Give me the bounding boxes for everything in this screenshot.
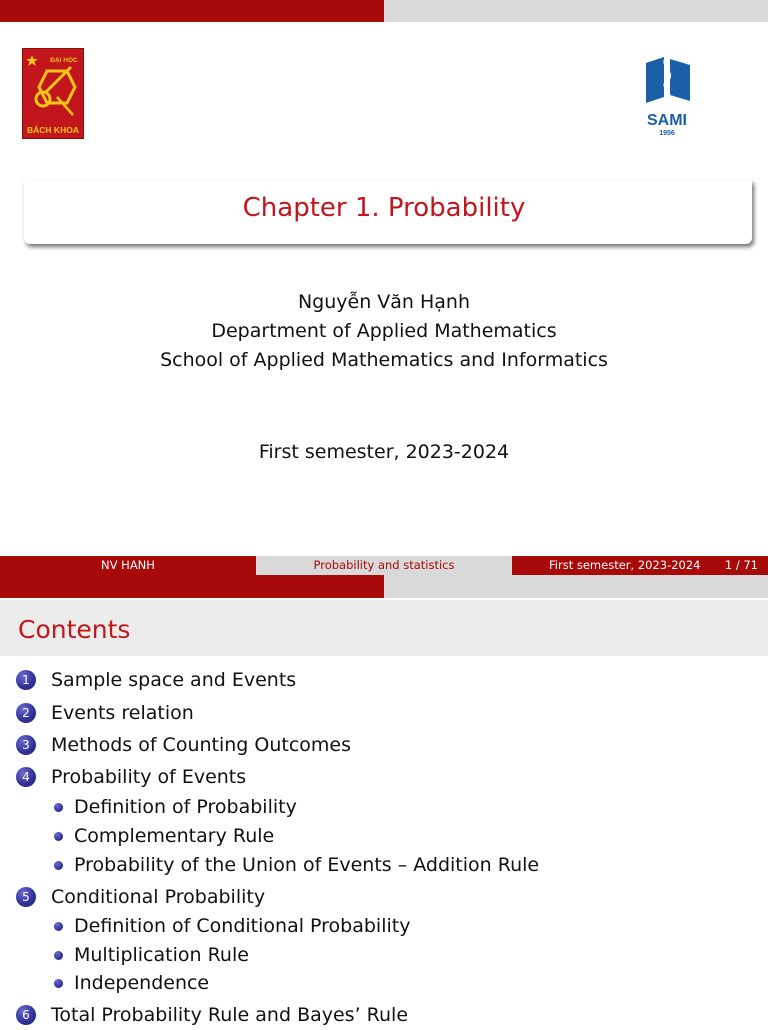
top-bar-red (0, 0, 384, 22)
toc-item-label: Sample space and Events (51, 669, 297, 691)
contents-title: Contents (18, 615, 131, 644)
section-number-icon: 6 (16, 1005, 36, 1025)
footer-page-number: 1 / 71 (724, 558, 758, 572)
hust-emblem-icon (23, 49, 83, 138)
section-number-icon: 2 (16, 703, 36, 723)
sami-logo-text: SAMI (647, 112, 687, 129)
toc-item-label: Conditional Probability (51, 886, 266, 908)
sami-logo-year: 1956 (659, 130, 675, 137)
toc-item-label: Probability of Events (51, 766, 247, 788)
presentation-date: First semester, 2023-2024 (258, 441, 510, 463)
top-bar-grey (384, 0, 768, 22)
hust-logo (22, 48, 84, 139)
toc-item-label: Methods of Counting Outcomes (51, 734, 352, 756)
bullet-icon (54, 861, 63, 870)
toc-subitem-label: Multiplication Rule (74, 944, 249, 966)
bullet-icon (54, 979, 63, 988)
section-number-icon: 1 (16, 670, 36, 690)
footer-date: First semester, 2023-2024 (549, 558, 701, 572)
section-number-icon: 5 (16, 887, 36, 907)
footer-course: Probability and statistics (256, 556, 512, 575)
toc-item-label: Events relation (51, 702, 194, 724)
footer-author: NV HANH (0, 556, 256, 575)
toc-subitem-label: Independence (74, 972, 210, 994)
footer-right (512, 556, 768, 575)
sami-logo (640, 55, 694, 139)
department-name: Department of Applied Mathematics (211, 320, 557, 342)
hust-logo-top-text: ĐẠI HỌC (50, 57, 78, 64)
slide-title: Chapter 1. Probability (242, 193, 526, 223)
bullet-icon (54, 951, 63, 960)
toc-subitem-label: Complementary Rule (74, 825, 275, 847)
toc-subitem-label: Definition of Conditional Probability (74, 915, 411, 937)
bullet-icon (54, 803, 63, 812)
toc-subitem-label: Definition of Probability (74, 796, 297, 818)
section-number-icon: 3 (16, 735, 36, 755)
sami-emblem-icon (640, 55, 694, 139)
author-block (0, 288, 768, 375)
bullet-icon (54, 922, 63, 931)
slide2-top-bar-grey (384, 575, 768, 598)
slide2-top-bar-red (0, 575, 384, 598)
author-name: Nguyễn Văn Hạnh (297, 291, 471, 313)
school-name: School of Applied Mathematics and Informatics (160, 349, 608, 371)
section-number-icon: 4 (16, 767, 36, 787)
hust-logo-bottom-text: BÁCH KHOA (27, 125, 79, 135)
bullet-icon (54, 832, 63, 841)
toc-item-label: Total Probability Rule and Bayes’ Rule (51, 1004, 409, 1026)
toc-subitem-label: Probability of the Union of Events – Addition Rule (74, 854, 540, 876)
